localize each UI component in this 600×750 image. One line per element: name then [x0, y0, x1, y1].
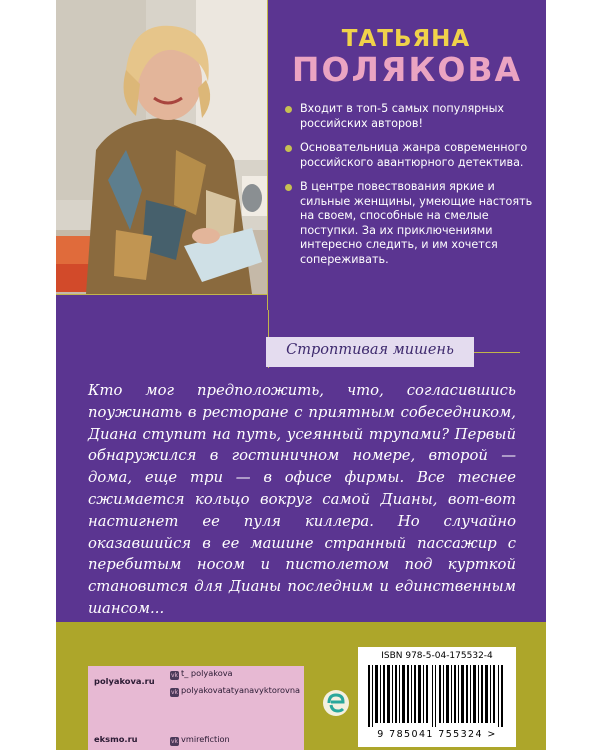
bullet-icon [285, 106, 292, 113]
series-title: Строптивая мишень [286, 342, 454, 358]
highlight-text: Основательница жанра современного российского авантюрного детектива. [300, 141, 528, 169]
isbn-text: ISBN 978-5-04-175532-4 [381, 651, 493, 661]
book-blurb: Кто мог предположить, что, согласившись поужинать в ресторане с приятным собеседником, Диана ступит на путь, усеянный трупами? Первый обнаружился в гостиничном номере, второй — дома, еще три — в офисе фирмы. Все теснее сжимается кольцо вокруг самой Дианы, вот-вот настигнет ее пуля киллера. Но случайно оказавшийся в ее машине странный пассажир с перебитым носом и пистолетом под курткой становится для Дианы последним и единственным шансом... [88, 382, 516, 617]
author-photo [56, 0, 268, 294]
bullet-icon [285, 145, 292, 152]
social-handle: vmirefiction [181, 734, 230, 744]
social-link-vk-author[interactable] [170, 685, 300, 697]
social-handle: t_ polyakova [181, 668, 233, 678]
highlight-item [284, 180, 542, 267]
links-box [88, 648, 304, 750]
social-link-vk-publisher[interactable] [170, 734, 230, 746]
social-handle: polyakovatatyanavyktorovna [181, 685, 301, 695]
author-first-name: ТАТЬЯНА [341, 26, 471, 52]
highlight-text: Входит в топ-5 самых популярных российских авторов! [300, 102, 505, 130]
bullet-icon [285, 184, 292, 191]
social-icon: vk [170, 689, 179, 696]
eksmo-logo-icon [322, 689, 350, 717]
highlight-item [284, 141, 542, 170]
links-box-top-strip [88, 648, 304, 666]
author-highlights [284, 102, 542, 277]
barcode-panel [358, 647, 516, 747]
highlight-item [284, 102, 542, 131]
bottom-band [56, 622, 546, 750]
author-last-name: ПОЛЯКОВА [291, 50, 523, 89]
publisher-site-link[interactable]: eksmo.ru [94, 734, 138, 744]
highlight-text: В центре повествования яркие и сильные женщины, умеющие настоять на своем, способные на смелые поступки. За их приключениями интересно следить, и им хочется сопереживать. [300, 180, 533, 266]
social-icon: vk [170, 738, 179, 745]
series-line-right [474, 352, 520, 353]
frame-line-horizontal [56, 294, 267, 295]
author-site-link[interactable]: polyakova.ru [94, 676, 155, 686]
social-link-telegram[interactable] [170, 668, 233, 680]
barcode-number: 9 785041 755324 > [377, 729, 497, 740]
book-back-cover [56, 0, 546, 750]
frame-line-vertical [267, 0, 268, 310]
social-icon: vk [170, 672, 179, 679]
